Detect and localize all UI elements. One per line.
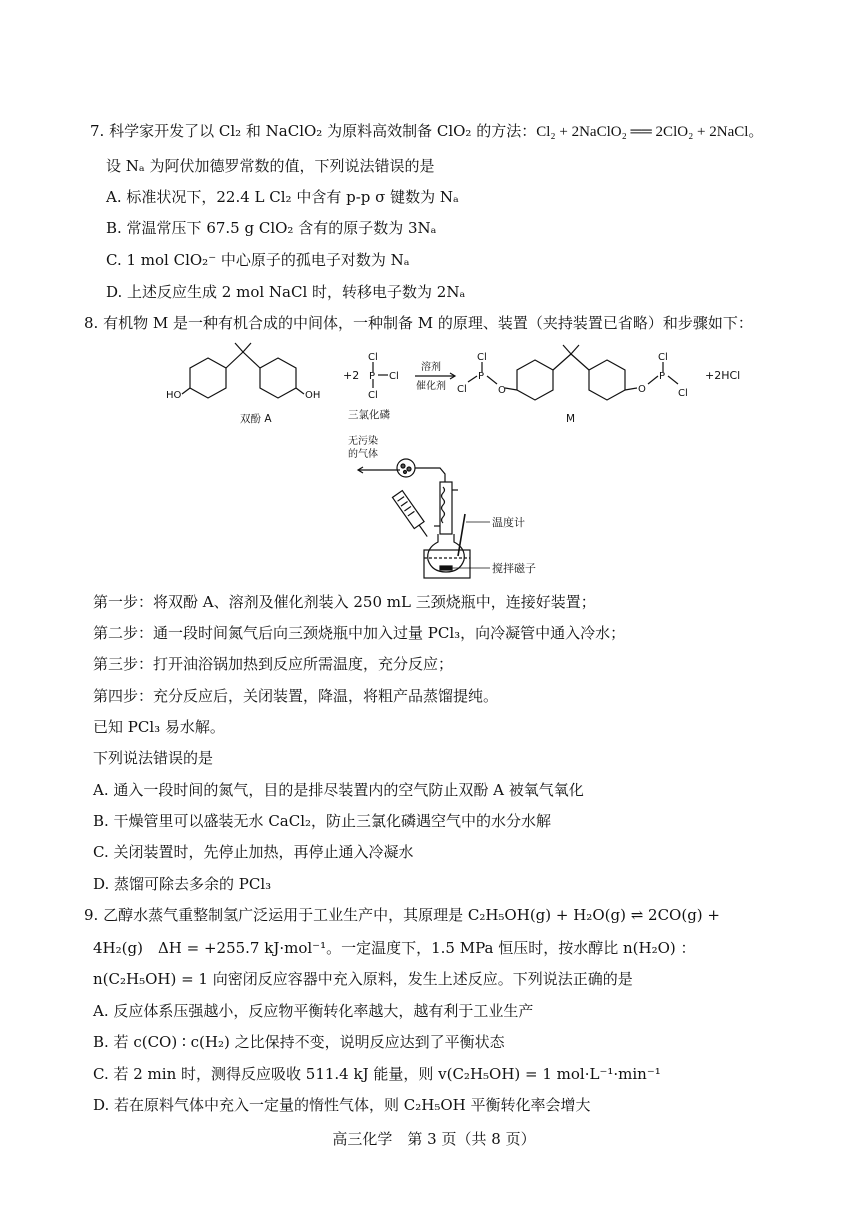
q8-known: 已知 PCl₃ 易水解。 <box>93 718 225 736</box>
product-ring-right <box>589 360 625 400</box>
atom-o-1: O <box>498 385 506 396</box>
atom-ho: HO <box>166 390 182 401</box>
q9-option-a: A. 反应体系压强越小，反应物平衡转化率越大，越有利于工业生产 <box>93 1002 534 1020</box>
oil-bath <box>424 550 470 578</box>
q8-stem: 8. 有机物 M 是一种有机合成的中间体，一种制备 M 的原理、装置（夹持装置已省略）和步骤如下： <box>84 314 753 332</box>
product-label: M <box>566 413 576 425</box>
q8-step-3: 第三步：打开油浴锅加热到反应所需温度，充分反应； <box>93 655 454 673</box>
q9-line-1: 9. 乙醇水蒸气重整制氢广泛运用于工业生产中，其原理是 C₂H₅OH(g) + H₂O(g) ⇌ 2CO(g) + <box>84 906 720 924</box>
atom-p-3: P <box>659 371 666 382</box>
atom-cl-3: Cl <box>368 390 378 401</box>
q7-option-c: C. 1 mol ClO₂⁻ 中心原子的孤电子对数为 Nₐ <box>106 251 410 269</box>
atom-cl-5: Cl <box>457 384 467 395</box>
bisphenol-ring-right <box>260 358 296 398</box>
q9-option-c: C. 若 2 min 时，测得反应吸收 511.4 kJ 能量，则 v(C₂H₅OH) = 1 mol·L⁻¹·min⁻¹ <box>93 1065 661 1083</box>
q7-option-b: B. 常温常压下 67.5 g ClO₂ 含有的原子数为 3Nₐ <box>106 219 437 237</box>
q7-stem: 7. 科学家开发了以 Cl₂ 和 NaClO₂ 为原料高效制备 ClO₂ 的方法：Cl₂ + 2NaClO₂ ══ 2ClO₂ + 2NaCl。 <box>90 122 764 140</box>
q8-step-4: 第四步：充分反应后，关闭装置，降温，将粗产品蒸馏提纯。 <box>93 687 499 705</box>
atom-p-1: P <box>369 371 376 382</box>
atom-cl-1: Cl <box>368 352 378 363</box>
gas-label-2: 的气体 <box>348 449 378 460</box>
q7-option-a: A. 标准状况下，22.4 L Cl₂ 中含有 p-p σ 键数为 Nₐ <box>106 188 459 206</box>
q8-question: 下列说法错误的是 <box>93 749 214 767</box>
q7-equation: Cl₂ + 2NaClO₂ ══ 2ClO₂ + 2NaCl。 <box>536 124 764 140</box>
drying-tube-bulb <box>397 459 415 477</box>
q8-option-b: B. 干燥管里可以盛装无水 CaCl₂，防止三氯化磷遇空气中的水分水解 <box>93 812 552 830</box>
q8-step-2: 第二步：通一段时间氮气后向三颈烧瓶中加入过量 PCl₃，向冷凝管中通入冷水； <box>93 624 626 642</box>
reactant1-label: 双酚 A <box>240 413 272 425</box>
atom-cl-4: Cl <box>477 352 487 363</box>
page-footer: 高三化学 第 3 页（共 8 页） <box>332 1130 536 1148</box>
arrow-top-label: 溶剂 <box>421 362 441 373</box>
arrow-bottom-label: 催化剂 <box>416 381 446 392</box>
q9-option-b: B. 若 c(CO) ∶ c(H₂) 之比保持不变，说明反应达到了平衡状态 <box>93 1033 505 1051</box>
atom-oh: OH <box>305 390 321 401</box>
q7-option-d: D. 上述反应生成 2 mol NaCl 时，转移电子数为 2Nₐ <box>106 283 466 301</box>
q8-option-d: D. 蒸馏可除去多余的 PCl₃ <box>93 875 272 893</box>
q9-option-d: D. 若在原料气体中充入一定量的惰性气体，则 C₂H₅OH 平衡转化率会增大 <box>93 1096 591 1114</box>
reactant2-label: 三氯化磷 <box>348 409 390 421</box>
coefficient: +2 <box>343 369 360 382</box>
byproduct: +2HCl <box>705 369 741 382</box>
q9-line-3: n(C₂H₅OH) = 1 向密闭反应容器中充入原料，发生上述反应。下列说法正确的是 <box>93 970 633 988</box>
dropping-funnel <box>392 491 424 529</box>
q8-step-1: 第一步：将双酚 A、溶剂及催化剂装入 250 mL 三颈烧瓶中，连接好装置； <box>93 593 596 611</box>
atom-cl-7: Cl <box>678 388 688 399</box>
q8-option-c: C. 关闭装置时，先停止加热，再停止通入冷凝水 <box>93 843 414 861</box>
q8-option-a: A. 通入一段时间的氮气，目的是排尽装置内的空气防止双酚 A 被氧气氧化 <box>93 781 584 799</box>
reaction-scheme <box>160 338 760 433</box>
thermometer-label: 温度计 <box>492 516 525 529</box>
atom-cl-6: Cl <box>658 352 668 363</box>
atom-cl-2: Cl <box>389 371 399 382</box>
stirrer-label: 搅拌磁子 <box>492 562 536 575</box>
stir-bar <box>440 566 452 570</box>
product-ring-left <box>517 360 553 400</box>
q7-stem2: 设 Nₐ 为阿伏加德罗常数的值，下列说法错误的是 <box>106 157 435 175</box>
gas-label-1: 无污染 <box>348 436 378 447</box>
apparatus-diagram <box>340 432 580 584</box>
atom-p-2: P <box>478 371 485 382</box>
bisphenol-ring-left <box>190 358 226 398</box>
atom-o-2: O <box>638 384 646 395</box>
q9-line-2: 4H₂(g) ΔH = +255.7 kJ·mol⁻¹。一定温度下，1.5 MPa 恒压时，按水醇比 n(H₂O) ： <box>93 939 696 957</box>
